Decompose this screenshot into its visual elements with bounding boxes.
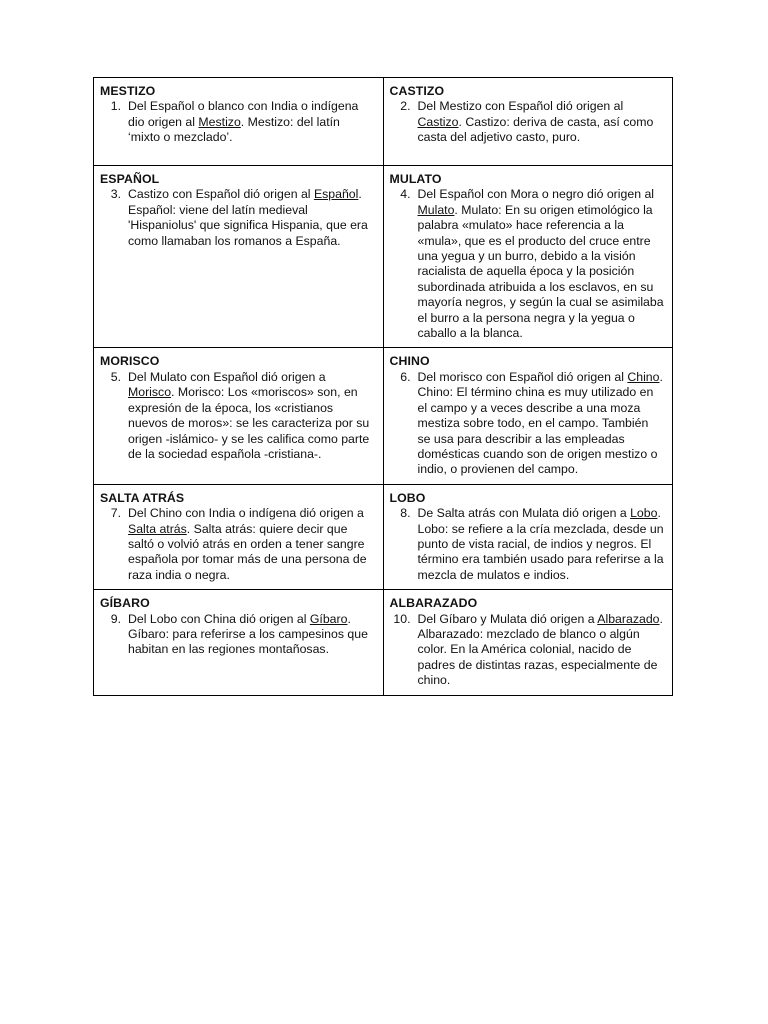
list-item (100, 99, 375, 145)
item-number: 6. (400, 369, 411, 384)
list-item (390, 506, 665, 583)
list-item (390, 370, 665, 478)
cell-title: SALTA ATRÁS (100, 490, 185, 505)
list-item (390, 187, 665, 341)
list-item (100, 370, 375, 462)
item-number: 5. (110, 369, 121, 384)
table-row (94, 484, 673, 589)
cell-mulato (383, 166, 673, 348)
list-item (100, 506, 375, 583)
cell-espanol (94, 166, 384, 348)
cell-title: MORISCO (100, 354, 160, 369)
item-number: 7. (110, 506, 121, 521)
item-number: 1. (110, 99, 121, 114)
cell-title: MULATO (389, 172, 442, 186)
term-link: Lobo (630, 506, 658, 521)
cell-morisco (94, 348, 384, 484)
table-row (94, 166, 673, 348)
cell-lobo (383, 484, 673, 589)
item-text: Del Español o blanco con India o indígena dio origen al Mestizo. Mestizo: del latín ‘mixto o mezclado’. (128, 99, 359, 145)
item-text: De Salta atrás con Mulata dió origen a Lobo. Lobo: se refiere a la cría mezclada, desde un punto de vista racial, de indios y negros. El término era también usado para referirse a la mezcla de mulatos e indios. (417, 506, 664, 582)
item-text: Del morisco con Español dió origen al Chino. Chino: El término china es muy utilizado en el campo y a veces describe a una moza mestiza sobre todo, en el campo. También se usa para describir a las empleadas domésticas cuando son de origen mestizo o indio, o provienen del campo. (417, 369, 663, 477)
item-text: Del Español con Mora o negro dió origen al Mulato. Mulato: En su origen etimológico la palabra «mulato» hace referencia a la «mula», que es el producto del cruce entre una yegua y un burro, debido a la visión racialista de aquella época y la posición subordinada atribuida a los esclavos, en su mayoría negros, y según la cual se asimilaba el burro a la persona negra y la yegua o caballo a la blanca. (417, 187, 664, 341)
term-link: Español (313, 187, 359, 202)
item-text: Del Chino con India o indígena dió origen a Salta atrás. Salta atrás: quiere decir que saltó o volvió atrás en orden a tener sangre española por tomar más de una persona de raza india o negra. (128, 506, 367, 582)
item-number: 10. (393, 611, 411, 626)
item-text: Del Mestizo con Español dió origen al Castizo. Castizo: deriva de casta, así como casta del adjetivo casto, puro. (417, 99, 654, 145)
term-link: Chino (627, 369, 660, 384)
item-text: Castizo con Español dió origen al Español. Español: viene del latín medieval 'Hispaniolus' que significa Hispania, que era como llamaban los romanos a España. (128, 187, 368, 248)
item-number: 2. (400, 99, 411, 114)
item-number: 8. (400, 506, 411, 521)
cell-title: LOBO (389, 490, 426, 505)
cell-chino (383, 348, 673, 484)
term-link: Gíbaro (309, 611, 348, 626)
castas-table (93, 77, 673, 696)
item-text: Del Gíbaro y Mulata dió origen a Albarazado. Albarazado: mezclado de blanco o algún color. En la América colonial, nacido de padres de distintas razas, especialmente de chino. (417, 611, 663, 688)
cell-title: ALBARAZADO (389, 596, 478, 611)
cell-title: GÍBARO (100, 596, 150, 611)
cell-title: ESPAÑOL (100, 172, 160, 186)
term-link: Mestizo (198, 114, 241, 129)
term-link: Mulato (417, 202, 455, 217)
table-row (94, 78, 673, 166)
term-link: Salta atrás (128, 521, 187, 536)
list-item (100, 187, 375, 249)
term-link: Albarazado (597, 611, 660, 626)
cell-title: CASTIZO (389, 84, 445, 98)
cell-mestizo (94, 78, 384, 166)
cell-title: MESTIZO (100, 84, 156, 98)
list-item (390, 612, 665, 689)
item-number: 9. (110, 611, 121, 626)
item-text: Del Mulato con Español dió origen a Morisco. Morisco: Los «moriscos» son, en expresión de la época, los «cristianos nuevos de moros»: se les caracteriza por su origen -islámico- y se les califica como parte de la sociedad española -cristiana-. (128, 369, 370, 461)
cell-salta-atras (94, 484, 384, 589)
list-item (100, 612, 375, 658)
table-row (94, 348, 673, 484)
cell-albarazado (383, 590, 673, 695)
cell-gibaro (94, 590, 384, 695)
table-row (94, 590, 673, 695)
term-link: Morisco (128, 385, 172, 400)
term-link: Castizo (417, 114, 459, 129)
item-number: 4. (400, 187, 411, 202)
item-text: Del Lobo con China dió origen al Gíbaro. Gíbaro: para referirse a los campesinos que habitan en las regiones montañosas. (128, 611, 368, 657)
list-item (390, 99, 665, 145)
cell-castizo (383, 78, 673, 166)
item-number: 3. (110, 187, 121, 202)
cell-title: CHINO (389, 354, 430, 369)
